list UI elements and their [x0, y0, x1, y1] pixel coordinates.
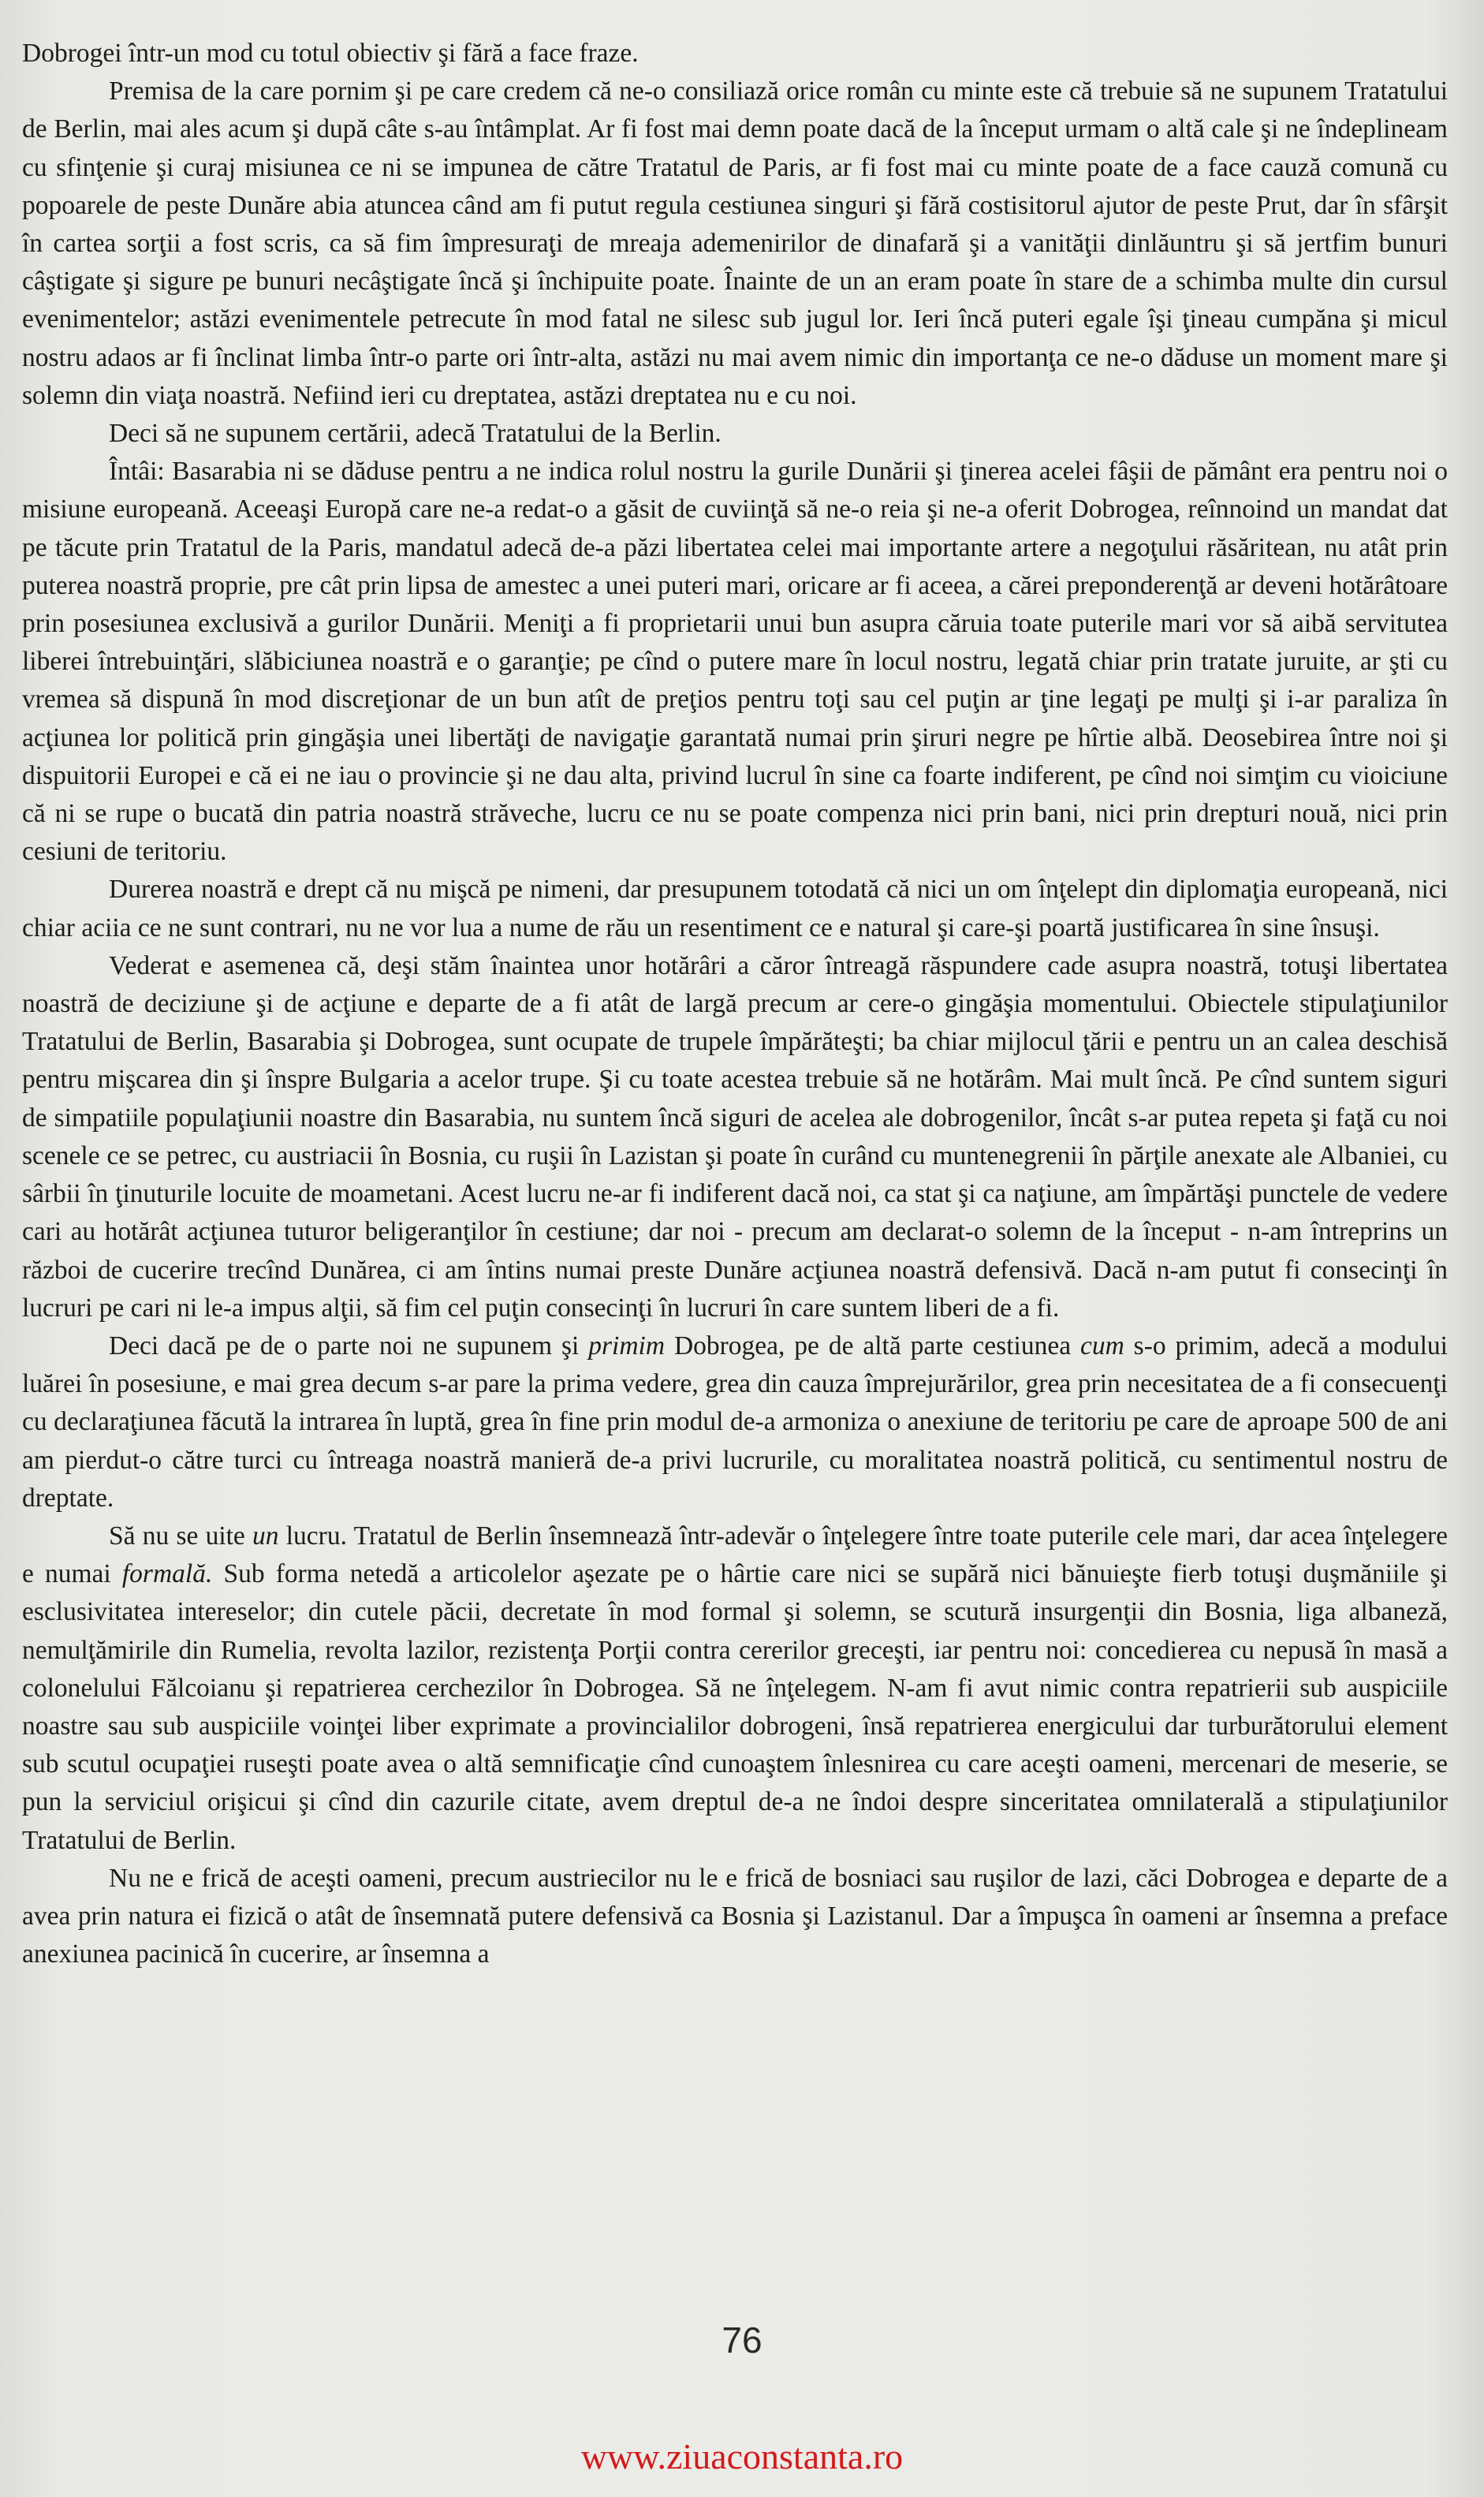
text-run: Premisa de la care pornim şi pe care credem că ne-o consiliază orice român cu minte este că trebuie să ne supunem Tratatului de Berlin, mai ales acum şi după câte s-au întâmplat. Ar fi fost mai demn poate dacă de la început urmam o altă cale şi ne îndeplineam cu sfinţenie şi curaj misiunea ce ni se impunea de către Tratatul de Paris, ar fi fost mai cu minte poate de a face cauză comună cu popoarele de peste Dunăre abia atuncea când am fi putut regula cestiunea singuri şi fără costisitorul ajutor de peste Prut, dar în sfârşit în cartea sorţii a fost scris, ca să fim împresuraţi de mreaja ademenirilor de dinafară şi a vanităţii dinlăuntru şi să jertfim bunuri câştigate şi sigure pe bunuri necâştigate încă şi închipuite poate. Înainte de un an eram poate în stare de a schimba multe din cursul evenimentelor; astăzi evenimentele petrecute în mod fatal ne silesc sub jugul lor. Ieri încă puteri egale îşi ţineau cumpăna şi micul nostru adaos ar fi înclinat limba într-o parte ori într-alta, astăzi nu mai avem nimic din importanţa ce ne-o dăduse un moment mare şi solemn din viaţa noastră. Nefiind ieri cu dreptatea, astăzi dreptatea nu e cu noi. [22, 77, 1448, 410]
page-number: 76 [721, 2320, 763, 2361]
text-run: Vederat e asemenea că, deşi stăm înaintea unor hotărâri a căror întreagă răspundere cade asupra noastră, totuşi libertatea noastră de deciziune şi de acţiune e departe de a fi atât de largă precum ar cere-o gingăşia momentului. Obiectele stipulaţiunilor Tratatului de Berlin, Basarabia şi Dobrogea, sunt ocupate de trupele împărăteşti; ba chiar mijlocul ţării e pentru un an calea deschisă pentru mişcarea din şi înspre Bulgaria a acelor trupe. Şi cu toate acestea trebuie să ne hotărâm. Mai mult încă. Pe cînd suntem siguri de simpatiile populaţiunii noastre din Basarabia, nu suntem încă siguri de acelea ale dobrogenilor, încât s-ar putea repeta şi faţă cu noi scenele ce se petrec, cu austriacii în Bosnia, cu ruşii în Lazistan şi poate în curând cu muntenegrenii în părţile anexate ale Albaniei, cu sârbii în ţinuturile locuite de moametani. Acest lucru ne-ar fi indiferent dacă noi, ca stat şi ca naţiune, am împărtăşi punctele de vedere cari au hotărât acţiunea tuturor beligeranţilor în cestiune; dar noi - precum am declarat-o solemn de la început - n-am întreprins un război de cucerire trecînd Dunărea, ci am întins numai preste Dunăre acţiunea noastră defensivă. Dacă n-am putut fi consecinţi în lucruri pe cari ni le-a impus alţii, să fim cel puţin consecinţi în lucruri în care suntem liberi de a fi. [22, 950, 1448, 1323]
italic-text: un [252, 1521, 279, 1551]
paragraph [22, 1327, 1448, 1517]
text-run: Să nu se uite [109, 1521, 253, 1551]
source-url[interactable]: www.ziuaconstanta.ro [580, 2436, 904, 2476]
text-run: s-o primim, adecă a modului luărei în posesiune, e mai grea decum s-ar pare la prima vedere, grea din cauza împrejurărilor, grea prin necesitatea de a fi consecuenţi cu declaraţiunea făcută la intrarea în luptă, grea în fine prin modul de-a armoniza o anexiune de teritoriu pe care de aproape 500 de ani am pierdut-o către turci cu întreaga noastră manieră de-a privi lucrurile, cu moralitatea noastră politică, cu sentimentul nostru de dreptate. [22, 1331, 1448, 1513]
paragraph [22, 73, 1448, 415]
italic-text: primim [588, 1331, 666, 1360]
paragraph [22, 35, 1448, 73]
text-run: Nu ne e frică de aceşti oameni, precum austriecilor nu le e frică de bosniaci sau ruşilor de lazi, căci Dobrogea e departe de a avea prin natura ei fizică o atât de însemnată putere defensivă ca Bosnia şi Lazistanul. Dar a împuşca în oameni ar însemna a preface anexiunea pacinică în cucerire, ar însemna a [22, 1863, 1448, 1969]
text-run: Durerea noastră e drept că nu mişcă pe nimeni, dar presupunem totodată că nici un om înţelept din diplomaţia europeană, nici chiar aciia ce ne sunt contrari, nu ne vor lua a nume de rău un resentiment ce e natural şi care-şi poartă justificarea în sine însuşi. [22, 875, 1448, 942]
text-run: Deci dacă pe de o parte noi ne supunem şi [109, 1331, 589, 1360]
paragraph [22, 453, 1448, 871]
text-run: lucru. Tratatul de Berlin însemnează într-adevăr o înţelegere între toate puterile cele mari, dar acea înţelegere e numai [22, 1521, 1448, 1589]
body-text [22, 35, 1448, 1973]
paragraph [22, 947, 1448, 1327]
text-run: Dobrogei într-un mod cu totul obiectiv şi fără a face fraze. [22, 39, 639, 68]
text-run: Deci să ne supunem certării, adecă Tratatului de la Berlin. [109, 419, 721, 449]
text-run: Dobrogea, pe de altă parte cestiunea [665, 1331, 1080, 1360]
text-run: Întâi: Basarabia ni se dăduse pentru a ne indica rolul nostru la gurile Dunării şi ţinerea acelei fâşii de pământ era pentru noi o misiune europeană. Aceeaşi Europă care ne-a redat-o a găsit de cuviinţă să ne-o reia şi ne-a oferit Dobrogea, reînnoind un mandat dat pe tăcute prin Tratatul de la Paris, mandatul adecă de-a păzi libertatea celei mai importante artere a negoţului răsăritean, nu atât prin puterea noastră proprie, pre cât prin lipsa de amestec a unei puteri mari, oricare ar fi aceea, a cărei preponderenţă ar deveni hotărâtoare prin posesiunea exclusivă a gurilor Dunării. Meniţi a fi proprietarii unui bun asupra căruia toate puterile mari vor să aibă servitutea liberei întrebuinţări, slăbiciunea noastră e o garanţie; pe cînd o putere mare în locul nostru, legată chiar prin tratate juruite, ar şti cu vremea să dispună în mod discreţionar de un bun atît de preţios pentru toţi sau cel puţin ar ţine legaţi pe mulţi şi i-ar paraliza în acţiunea lor politică prin gingăşia unei libertăţi de navigaţie garantată numai prin şiruri negre pe hîrtie albă. Deosebirea între noi şi dispuitorii Europei e că ei ne iau o provincie şi ne dau alta, privind lucrul în sine ca foarte indiferent, pe cînd noi simţim cu vioiciune că ni se rupe o bucată din patria noastră străveche, lucru ce nu se poate compenza nici prin bani, nici prin drepturi nouă, nici prin cesiuni de teritoriu. [22, 457, 1448, 867]
text-run: Sub forma netedă a articolelor aşezate pe o hârtie care nici se supără nici bănuieşte fierb totuşi duşmăniile şi esclusivitatea intereselor; din cutele păcii, decretate în mod formal şi solemn, se scutură insurgenţii din Bosnia, liga albaneză, nemulţămirile din Rumelia, revolta lazilor, rezistenţa Porţii contra cererilor greceşti, iar pentru noi: concedierea cu nepusă în masă a colonelului Fălcoianu şi repatrierea cerchezilor în Dobrogea. Să ne înţelegem. N-am fi avut nimic contra repatrierii sub auspiciile noastre sau sub auspiciile voinţei liber exprimate a provincialilor dobrogeni, însă repatrierea energicului dar turburătorului element sub scutul ocupaţiei ruseşti poate avea o altă semnificaţie cînd cunoaştem înlesnirea cu care aceşti oameni, mercenari de meserie, se pun la serviciul orişicui şi cînd din cazurile citate, avem dreptul de-a ne îndoi despre sinceritatea omnilaterală a stipulaţiunilor Tratatului de Berlin. [22, 1559, 1448, 1855]
italic-text: cum [1079, 1331, 1124, 1360]
paragraph [22, 415, 1448, 453]
paragraph [22, 871, 1448, 946]
italic-text: formală. [121, 1559, 213, 1589]
paragraph [22, 1517, 1448, 1860]
paragraph [22, 1860, 1448, 1974]
